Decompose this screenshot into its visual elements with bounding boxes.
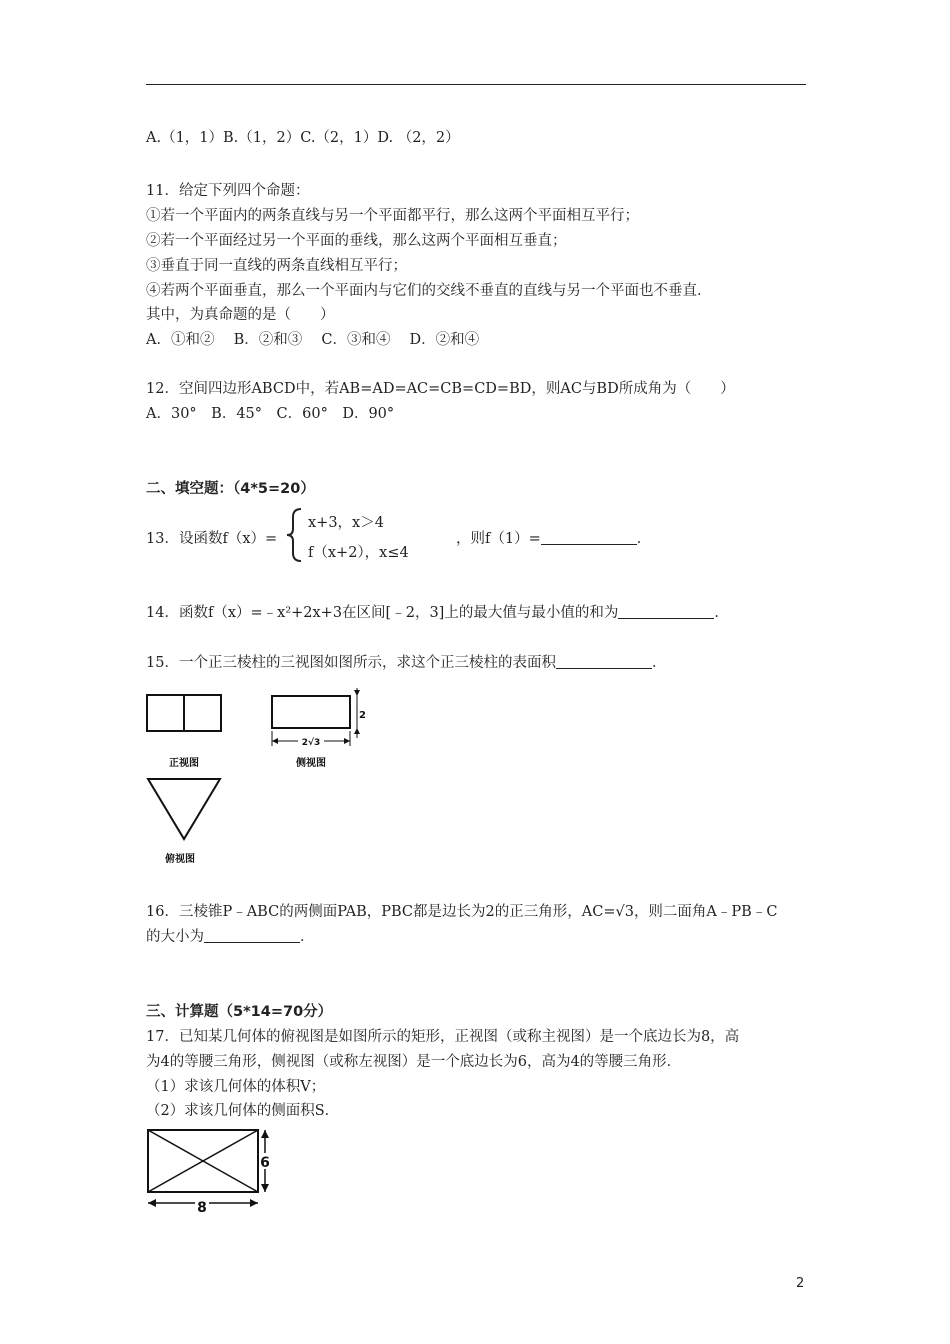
q16-text-c: 的大小为 xyxy=(146,929,204,945)
q13-end: ． xyxy=(636,531,652,547)
q11-stem: 11．给定下列四个命题： xyxy=(146,183,310,199)
page-number: 2 xyxy=(796,1276,805,1291)
side-height-label: 2 xyxy=(359,710,366,721)
q15-line xyxy=(146,651,666,672)
q16-sqrt: √3 xyxy=(615,904,634,920)
q16-answer-blank xyxy=(204,928,300,943)
q16-line-2 xyxy=(146,925,315,946)
q13-suffix-line xyxy=(456,527,651,548)
q16-text-b: ，则二面角A﹣PB﹣C xyxy=(633,904,778,920)
q15-end: ． xyxy=(651,655,667,671)
q13-case-2: f（x+2），x≤4 xyxy=(308,545,409,561)
q13-answer-blank xyxy=(541,530,637,545)
q12-stem: 12．空间四边形ABCD中，若AB=AD=AC=CB=CD=BD，则AC与BD所成角为（ ） xyxy=(146,381,735,397)
side-view-label: 侧视图 xyxy=(296,758,326,769)
q15-answer-blank xyxy=(556,654,652,669)
q17-line-1: 17．已知某几何体的俯视图是如图所示的矩形，正视图（或称主视图）是一个底边长为8，高 xyxy=(146,1029,740,1045)
q15-text: 15．一个正三棱柱的三视图如图所示，求这个正三棱柱的表面积 xyxy=(146,655,556,671)
q11-proposition-2: ②若一个平面经过另一个平面的垂线，那么这两个平面相互垂直； xyxy=(146,233,567,249)
front-view-label: 正视图 xyxy=(169,758,199,769)
q12-options: A．30° B．45° C．60° D．90° xyxy=(146,406,395,422)
header-rule xyxy=(146,84,806,85)
q13-prefix: 13．设函数f（x）= xyxy=(146,531,278,547)
side-width-label: 2√3 xyxy=(301,738,321,748)
q14-end: ． xyxy=(714,605,729,621)
section-3-heading: 三、计算题（5*14=70分） xyxy=(146,1004,333,1020)
q10-options: A.（1，1）B.（1，2）C.（2，1）D. （2，2） xyxy=(146,130,460,146)
q11-proposition-4: ④若两个平面垂直，那么一个平面内与它们的交线不垂直的直线与另一个平面也不垂直． xyxy=(146,283,712,299)
q15-three-views-figure xyxy=(140,688,380,868)
q13-suffix: ，则f（1）= xyxy=(456,531,541,547)
q14-answer-blank xyxy=(618,604,714,619)
section-2-heading: 二、填空题：（4*5=20） xyxy=(146,481,315,497)
q14-line xyxy=(146,601,729,622)
q11-proposition-3: ③垂直于同一直线的两条直线相互平行； xyxy=(146,258,407,274)
q11-proposition-1: ①若一个平面内的两条直线与另一个平面都平行，那么这两个平面相互平行； xyxy=(146,208,639,224)
top-view-label: 俯视图 xyxy=(165,854,195,865)
q17-line-3: （1）求该几何体的体积V； xyxy=(146,1079,326,1095)
q16-end: ． xyxy=(300,929,315,945)
q13-brace xyxy=(285,507,305,563)
q11-options: A．①和② B．②和③ C．③和④ D．②和④ xyxy=(146,332,480,348)
q17-top-view-figure xyxy=(140,1125,280,1217)
q17-height-label: 6 xyxy=(260,1155,270,1171)
q14-text: 14．函数f（x）=﹣x²+2x+3在区间[﹣2，3]上的最大值与最小值的和为 xyxy=(146,605,619,621)
q11-ask: 其中，为真命题的是（ ） xyxy=(146,307,335,323)
q17-line-2: 为4的等腰三角形，侧视图（或称左视图）是一个底边长为6，高为4的等腰三角形． xyxy=(146,1054,682,1070)
q17-width-label: 8 xyxy=(197,1200,207,1216)
q17-line-4: （2）求该几何体的侧面积S． xyxy=(146,1103,340,1119)
q16-text-a: 16．三棱锥P﹣ABC的两侧面PAB，PBC都是边长为2的正三角形，AC= xyxy=(146,904,616,920)
q16-line-1 xyxy=(146,900,777,921)
q13-case-1: x+3，x＞4 xyxy=(308,515,384,531)
